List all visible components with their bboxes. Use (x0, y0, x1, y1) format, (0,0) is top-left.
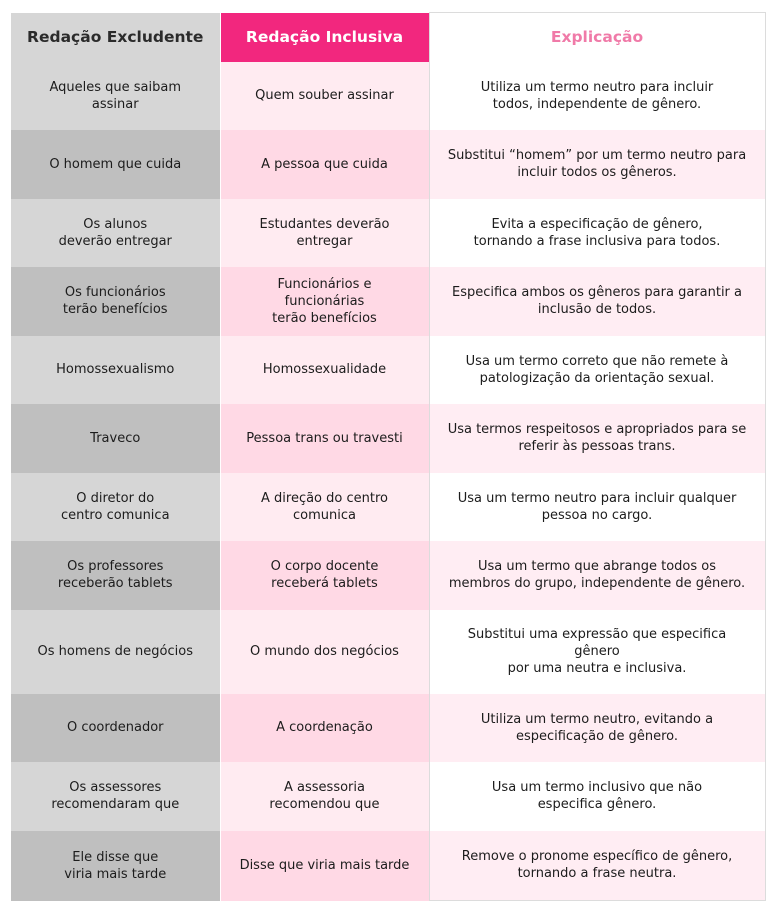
cell-excludente (11, 199, 220, 267)
cell-explicacao (429, 130, 765, 199)
cell-inclusiva-text: Funcionários e funcionárias terão benefícios (272, 276, 377, 326)
cell-explicacao-text: Usa um termo neutro para incluir qualquer pessoa no cargo. (457, 490, 737, 523)
table-row (11, 404, 765, 473)
cell-explicacao-text: Usa um termo inclusivo que não especifica gênero. (491, 780, 703, 812)
table-row (11, 541, 765, 610)
cell-inclusiva-text: O mundo dos negócios (250, 644, 399, 659)
cell-inclusiva (220, 130, 429, 199)
cell-excludente-text: Os funcionários terão benefícios (62, 285, 168, 317)
cell-excludente-text: O homem que cuida (49, 156, 182, 172)
cell-explicacao (429, 610, 765, 694)
cell-excludente-text: Homossexualismo (56, 362, 175, 377)
cell-explicacao (429, 267, 765, 336)
cell-inclusiva (220, 610, 429, 694)
cell-inclusiva-text: Pessoa trans ou travesti (246, 430, 403, 446)
cell-explicacao-text: Usa um termo correto que não remete à patologização da orientação sexual. (465, 353, 729, 386)
cell-inclusiva-text: A pessoa que cuida (261, 156, 388, 172)
cell-explicacao-text: Usa termos respeitosos e apropriados para se referir às pessoas trans. (447, 422, 747, 454)
cell-explicacao-text: Remove o pronome específico de gênero, tornando a frase neutra. (461, 849, 733, 882)
cell-explicacao (429, 199, 765, 267)
cell-explicacao-text: Utiliza um termo neutro, evitando a especificação de gênero. (480, 711, 714, 744)
cell-inclusiva (220, 541, 429, 610)
table-row (11, 130, 765, 199)
cell-inclusiva (220, 199, 429, 267)
cell-inclusiva (220, 694, 429, 762)
cell-explicacao-text: Utiliza um termo neutro para incluir todos, independente de gênero. (480, 79, 714, 112)
cell-explicacao-text: Substitui “homem” por um termo neutro para incluir todos os gêneros. (447, 148, 747, 180)
cell-inclusiva (220, 62, 429, 130)
table-body (11, 62, 765, 901)
table-row (11, 610, 765, 694)
cell-inclusiva (220, 404, 429, 473)
cell-excludente-text: Ele disse que viria mais tarde (64, 849, 167, 882)
cell-inclusiva-text: A direção do centro comunica (261, 490, 388, 523)
cell-excludente-text: Os homens de negócios (37, 644, 193, 659)
cell-excludente (11, 404, 220, 473)
cell-excludente-text: Os assessores recomendaram que (51, 780, 180, 812)
cell-explicacao-text: Substitui uma expressão que especifica gênero por uma neutra e inclusiva. (467, 627, 727, 676)
cell-explicacao (429, 831, 765, 901)
table-row (11, 199, 765, 267)
table-row (11, 473, 765, 541)
cell-explicacao (429, 62, 765, 130)
table-row (11, 694, 765, 762)
cell-explicacao (429, 404, 765, 473)
comparison-table-container (11, 12, 766, 901)
cell-excludente (11, 762, 220, 831)
cell-inclusiva-text: Disse que viria mais tarde (239, 858, 410, 873)
cell-excludente (11, 62, 220, 130)
table-header-row (11, 13, 765, 62)
table-row (11, 62, 765, 130)
header-inclusiva: Redação Inclusiva (220, 13, 429, 62)
table-row (11, 267, 765, 336)
cell-excludente (11, 336, 220, 404)
cell-excludente (11, 831, 220, 901)
cell-explicacao (429, 694, 765, 762)
cell-explicacao (429, 762, 765, 831)
table-row (11, 336, 765, 404)
cell-inclusiva (220, 336, 429, 404)
cell-excludente-text: Traveco (90, 430, 141, 446)
cell-inclusiva (220, 831, 429, 901)
cell-explicacao-text: Evita a especificação de gênero, tornando a frase inclusiva para todos. (473, 216, 721, 249)
inclusive-language-table (11, 12, 766, 901)
table-row (11, 762, 765, 831)
table-row (11, 831, 765, 901)
cell-inclusiva-text: Estudantes deverão entregar (259, 216, 390, 249)
cell-explicacao (429, 336, 765, 404)
header-explicacao: Explicação (429, 13, 765, 62)
cell-inclusiva-text: Quem souber assinar (255, 88, 394, 103)
cell-inclusiva-text: A coordenação (276, 720, 373, 735)
cell-excludente (11, 130, 220, 199)
cell-explicacao-text: Usa um termo que abrange todos os membros do grupo, independente de gênero. (448, 559, 746, 591)
cell-excludente (11, 610, 220, 694)
cell-explicacao (429, 473, 765, 541)
cell-explicacao-text: Especifica ambos os gêneros para garantir a inclusão de todos. (451, 285, 743, 317)
cell-excludente-text: O coordenador (66, 720, 164, 735)
cell-excludente (11, 694, 220, 762)
cell-inclusiva (220, 473, 429, 541)
cell-excludente (11, 267, 220, 336)
cell-inclusiva-text: Homossexualidade (262, 362, 387, 377)
cell-inclusiva (220, 762, 429, 831)
cell-inclusiva (220, 267, 429, 336)
cell-excludente (11, 541, 220, 610)
cell-excludente-text: O diretor do centro comunica (60, 490, 170, 523)
cell-excludente-text: Os professores receberão tablets (57, 559, 173, 591)
header-excludente: Redação Excludente (11, 13, 220, 62)
cell-excludente (11, 473, 220, 541)
cell-excludente-text: Os alunos deverão entregar (58, 216, 172, 249)
cell-excludente-text: Aqueles que saibam assinar (49, 79, 182, 112)
cell-inclusiva-text: A assessoria recomendou que (269, 780, 380, 812)
cell-explicacao (429, 541, 765, 610)
cell-inclusiva-text: O corpo docente receberá tablets (270, 559, 379, 591)
